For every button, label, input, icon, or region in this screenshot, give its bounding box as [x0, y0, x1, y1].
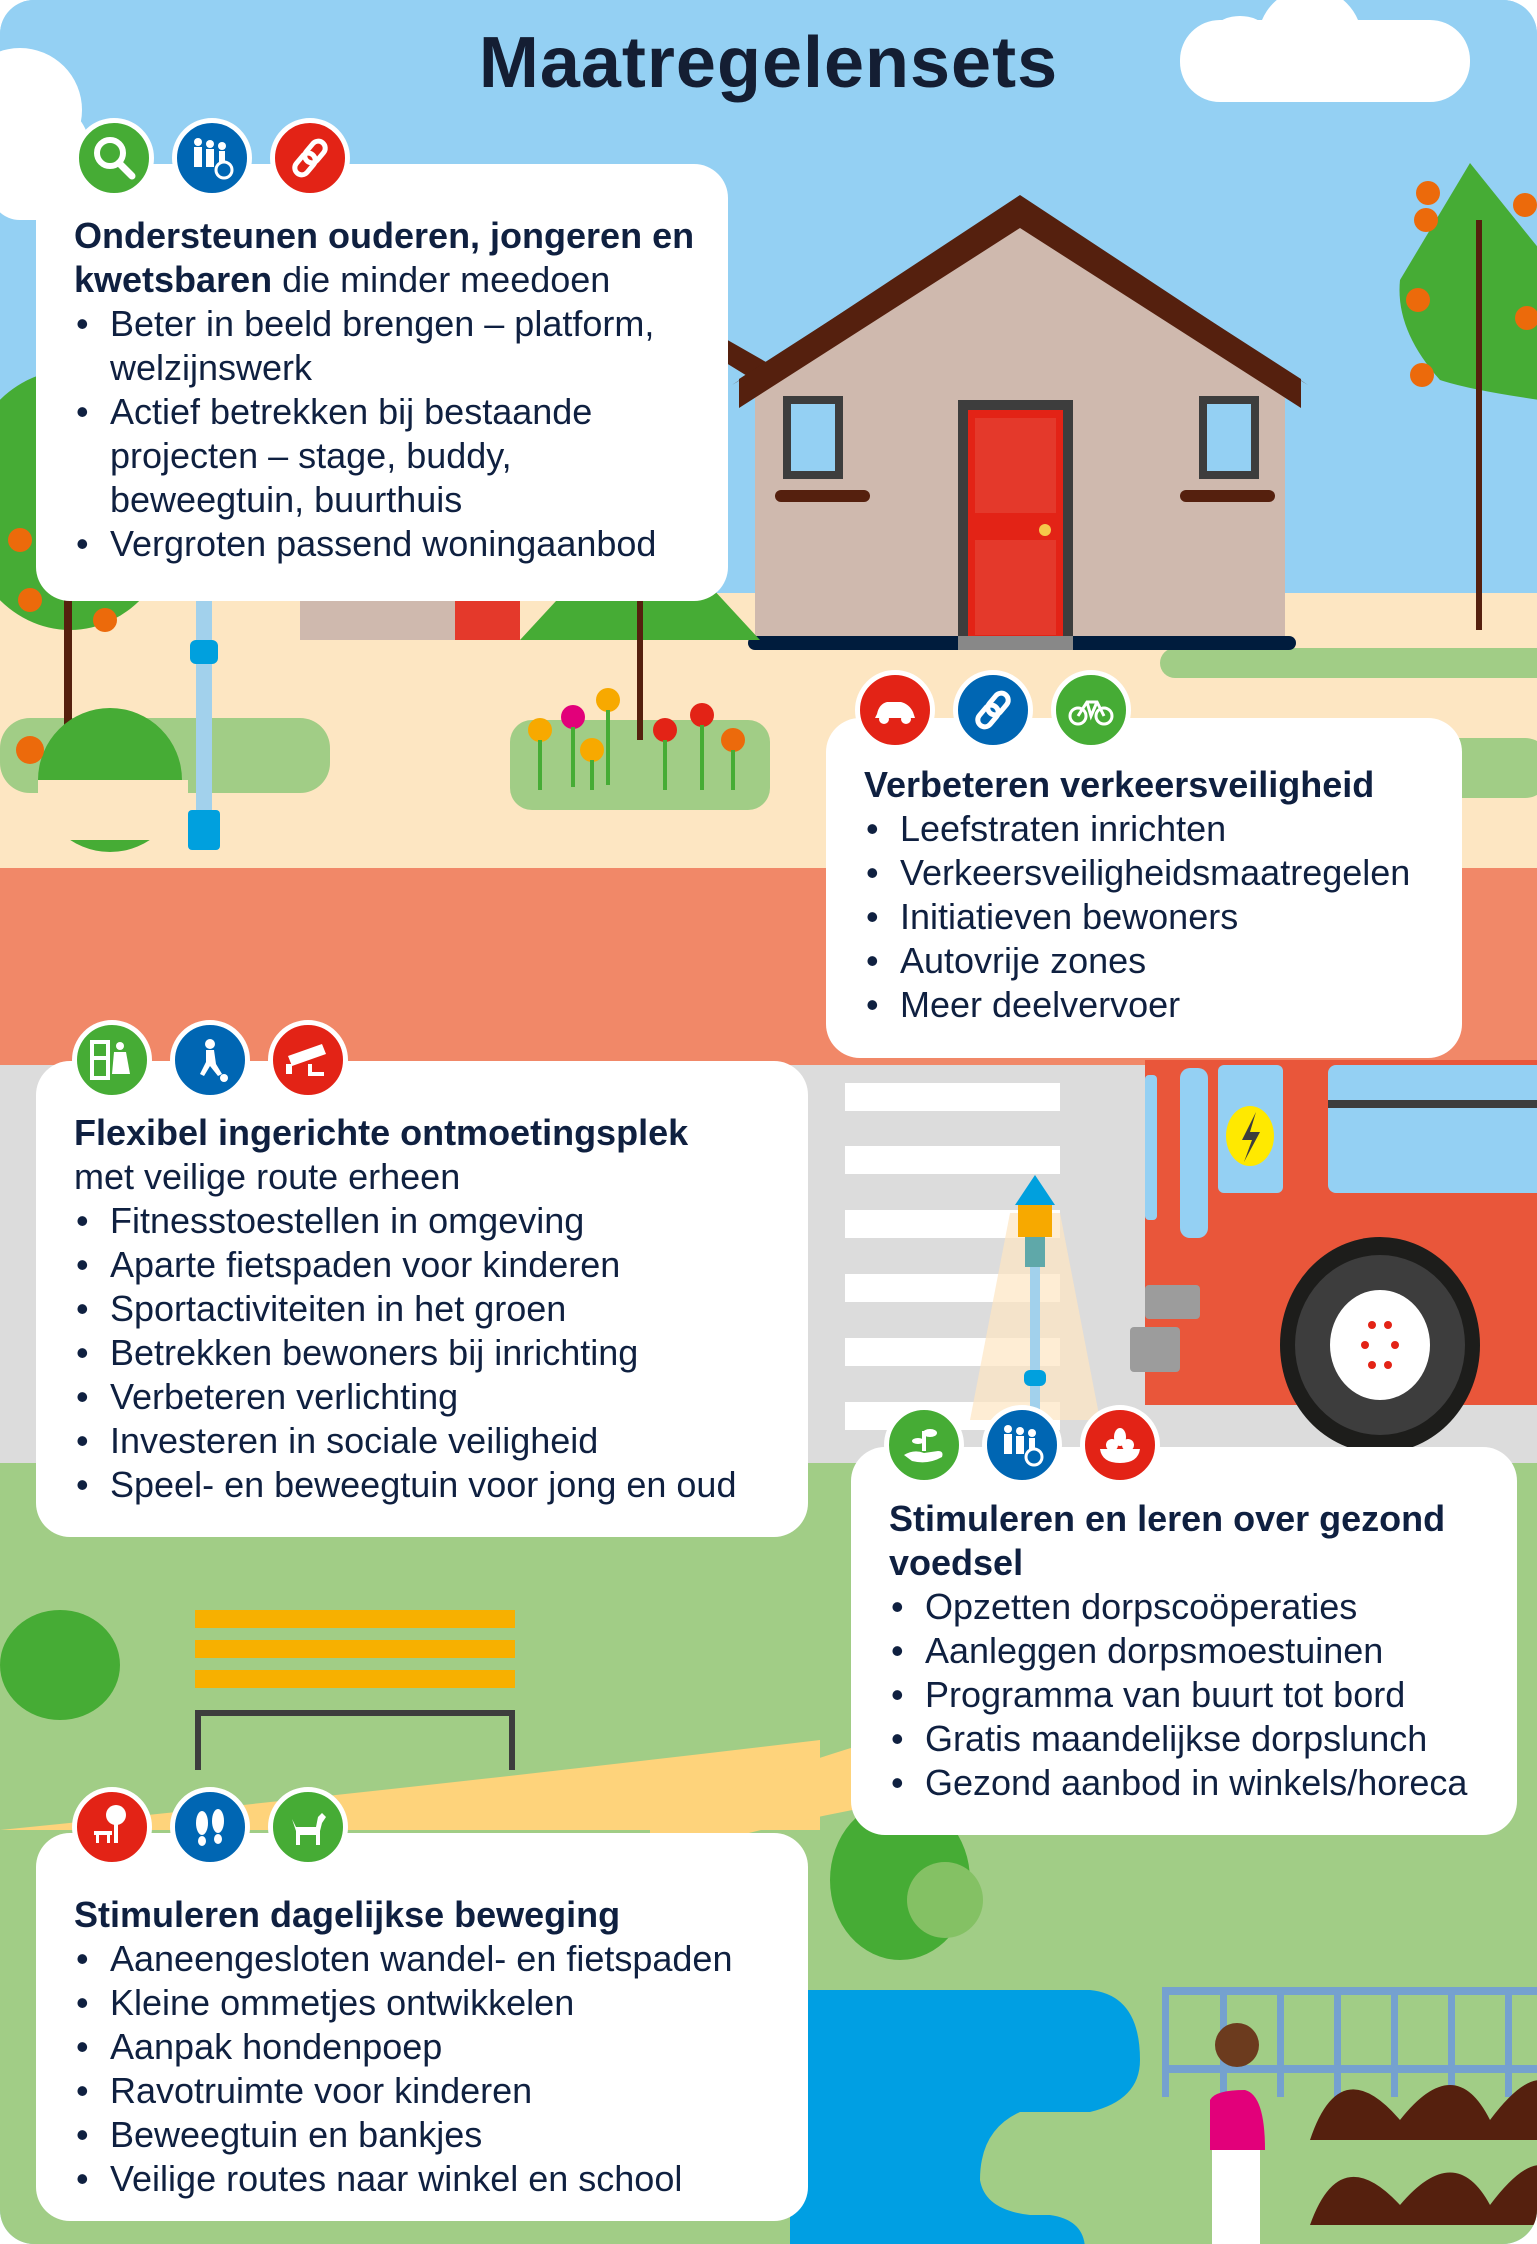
people-wheelchair-icon: [982, 1405, 1062, 1485]
card-ouderen: [36, 164, 728, 601]
list-item: • Initiatieven bewoners: [864, 895, 1432, 939]
chain-link-icon: [953, 670, 1033, 750]
list-item: • Aparte fietspaden voor kinderen: [74, 1243, 778, 1287]
page-title: Maatregelensets: [478, 23, 1059, 103]
park-bench-tree-icon: [72, 1787, 152, 1867]
list-item: • Opzetten dorpscoöperaties: [889, 1585, 1487, 1629]
list-item: • Aanleggen dorpsmoestuinen: [889, 1629, 1487, 1673]
list-item: • Gratis maandelijkse dorpslunch: [889, 1717, 1487, 1761]
list-item: • Sportactiviteiten in het groen: [74, 1287, 778, 1331]
card-list: [889, 1585, 1487, 1805]
card-list: [74, 302, 698, 566]
list-item: • Aanpak hondenpoep: [74, 2025, 778, 2069]
car-icon: [855, 670, 935, 750]
card-list: [74, 1937, 778, 2201]
card-verkeer: [826, 718, 1462, 1058]
card-title: Flexibel ingerichte ontmoetingsplek met veilige route erheen: [74, 1112, 689, 1197]
list-item: • Fitnesstoestellen in omgeving: [74, 1199, 778, 1243]
security-camera-icon: [268, 1020, 348, 1100]
card-title: Stimuleren dagelijkse beweging: [74, 1894, 621, 1935]
card-ouderen-icons: [74, 118, 350, 198]
card-list: [864, 807, 1432, 1027]
list-item: • Beter in beeld brengen – platform, welzijnswerk: [74, 302, 698, 390]
list-item: • Autovrije zones: [864, 939, 1432, 983]
fruit-bowl-icon: [1080, 1405, 1160, 1485]
card-beweging: [36, 1833, 808, 2221]
card-title: Ondersteunen ouderen, jongeren en kwetsbaren die minder meedoen: [74, 215, 695, 300]
card-ontmoeting-icons: [72, 1020, 348, 1100]
footprints-icon: [170, 1787, 250, 1867]
card-voedsel-icons: [884, 1405, 1160, 1485]
card-ontmoeting: [36, 1061, 808, 1537]
list-item: • Vergroten passend woningaanbod: [74, 522, 698, 566]
card-beweging-icons: [72, 1787, 348, 1867]
people-wheelchair-icon: [172, 118, 252, 198]
plant-in-hand-icon: [884, 1405, 964, 1485]
list-item: • Actief betrekken bij bestaande projecten – stage, buddy, beweegtuin, buurthuis: [74, 390, 698, 522]
list-item: • Programma van buurt tot bord: [889, 1673, 1487, 1717]
list-item: • Verbeteren verlichting: [74, 1375, 778, 1419]
list-item: • Aaneengesloten wandel- en fietspaden: [74, 1937, 778, 1981]
list-item: • Veilige routes naar winkel en school: [74, 2157, 778, 2201]
electric-bus: [1130, 1060, 1537, 1453]
football-player-icon: [170, 1020, 250, 1100]
list-item: • Investeren in sociale veiligheid: [74, 1419, 778, 1463]
list-item: • Kleine ommetjes ontwikkelen: [74, 1981, 778, 2025]
dog-icon: [268, 1787, 348, 1867]
search-icon: [74, 118, 154, 198]
list-item: • Gezond aanbod in winkels/horeca: [889, 1761, 1487, 1805]
list-item: • Verkeersveiligheidsmaatregelen: [864, 851, 1432, 895]
list-item: • Meer deelvervoer: [864, 983, 1432, 1027]
list-item: • Ravotruimte voor kinderen: [74, 2069, 778, 2113]
card-verkeer-icons: [855, 670, 1131, 750]
list-item: • Speel- en beweegtuin voor jong en oud: [74, 1463, 778, 1507]
card-voedsel: [851, 1447, 1517, 1835]
card-title: Verbeteren verkeersveiligheid: [864, 764, 1375, 805]
playground-icon: [72, 1020, 152, 1100]
card-title: Stimuleren en leren over gezond voedsel: [889, 1498, 1446, 1583]
list-item: • Leefstraten inrichten: [864, 807, 1432, 851]
chain-link-icon: [270, 118, 350, 198]
list-item: • Betrekken bewoners bij inrichting: [74, 1331, 778, 1375]
card-list: [74, 1199, 778, 1507]
bicycle-icon: [1051, 670, 1131, 750]
list-item: • Beweegtuin en bankjes: [74, 2113, 778, 2157]
